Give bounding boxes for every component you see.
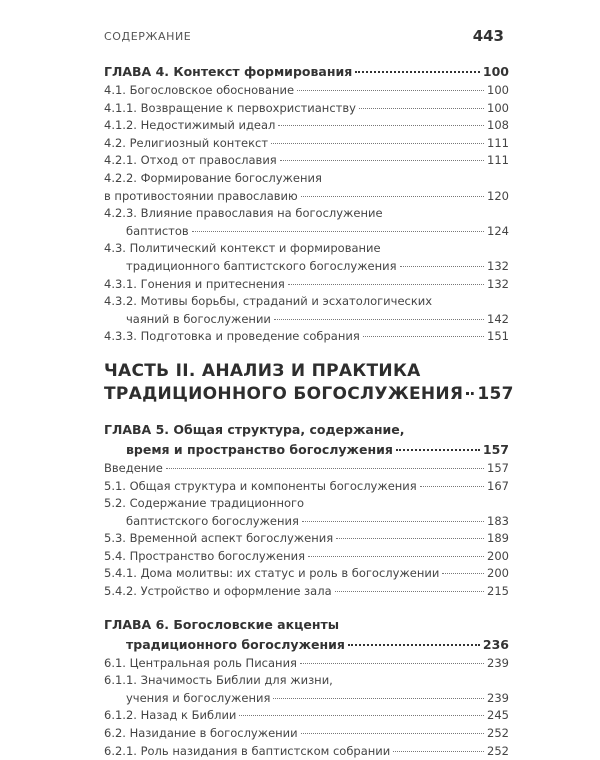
leader-dots [239,715,484,716]
toc-title: 6.1. Центральная роль Писания [104,655,297,670]
toc-entry-introduction[interactable] [104,460,509,478]
leader-dots [274,319,484,320]
toc-entry-5-2-line1[interactable]: 5.2. Содержание традиционного [104,496,305,511]
leader-dots [363,336,484,337]
toc-page: 120 [487,188,509,203]
toc-entry-4-2-2-line1[interactable]: 4.2.2. Формирование богослужения [104,170,322,185]
toc-page: 239 [487,655,509,670]
table-of-contents [104,62,514,760]
leader-dots [288,284,484,285]
leader-dots [396,449,480,451]
leader-dots [271,143,484,144]
toc-page: 151 [487,329,509,344]
leader-dots [335,591,484,592]
toc-title: традиционного богослужения [126,636,345,652]
leader-dots [336,538,484,539]
leader-dots [420,486,484,487]
toc-page: 215 [487,584,509,599]
toc-title: 5.4.2. Устройство и оформление зала [104,584,332,599]
toc-entry-6-1[interactable] [104,655,509,673]
toc-entry-4-1-2[interactable] [104,117,509,135]
toc-page: 132 [487,258,509,273]
toc-page: 100 [487,100,509,115]
toc-entry-5-3[interactable] [104,530,509,548]
toc-title: Введение [104,460,163,475]
toc-page: 132 [487,276,509,291]
toc-title: 5.4.1. Дома молитвы: их статус и роль в богослужении [104,566,440,581]
leader-dots [302,521,484,522]
toc-entry-6-2[interactable] [104,725,509,743]
toc-title: 6.2. Назидание в богослужении [104,726,298,741]
leader-dots [280,160,484,161]
toc-entry-5-4-1[interactable] [104,565,509,583]
toc-chapter-5-line1[interactable]: ГЛАВА 5. Общая структура, содержание, [104,421,405,437]
toc-entry-4-2-1[interactable] [104,152,509,170]
toc-chapter-4[interactable] [104,62,509,82]
toc-entry-4-3[interactable] [104,258,509,276]
toc-title: баптистов [126,223,189,238]
leader-dots [355,71,480,73]
leader-dots [278,125,484,126]
toc-part-2-line1[interactable]: ЧАСТЬ II. АНАЛИЗ И ПРАКТИКА [104,360,421,381]
toc-entry-4-2-3[interactable] [104,223,509,241]
toc-page: 100 [482,64,509,79]
toc-title: 4.1.2. Недостижимый идеал [104,118,276,133]
toc-entry-4-1-1[interactable] [104,100,509,118]
toc-title: баптистского богослужения [126,513,299,528]
toc-entry-4-3-line1[interactable]: 4.3. Политический контекст и формирование [104,241,381,256]
toc-entry-6-1-1-line1[interactable]: 6.1.1. Значимость Библии для жизни, [104,673,333,688]
page-number: 443 [472,27,504,45]
toc-entry-6-1-1[interactable] [104,690,509,708]
toc-title: 6.2.1. Роль назидания в баптистском собрании [104,743,391,758]
toc-title: ГЛАВА 4. Контекст формирования [104,64,353,79]
toc-title: 4.1.1. Возвращение к первохристианству [104,100,356,115]
toc-page: 100 [487,83,509,97]
toc-title: 4.3.3. Подготовка и проведение собрания [104,329,360,344]
leader-dots [400,266,485,267]
toc-entry-4-3-1[interactable] [104,276,509,294]
toc-page: 111 [487,135,509,150]
toc-title: 4.2.1. Отход от православия [104,153,277,168]
toc-title: 5.3. Временной аспект богослужения [104,531,334,546]
toc-entry-4-2-3-line1[interactable]: 4.2.3. Влияние православия на богослужение [104,206,383,221]
toc-title: 4.3.1. Гонения и притеснения [104,276,285,291]
running-head: СОДЕРЖАНИЕ [104,30,192,43]
toc-entry-5-1[interactable] [104,478,509,496]
toc-entry-4-3-2[interactable] [104,311,509,329]
leader-dots [166,468,484,469]
toc-page: 108 [487,118,509,133]
leader-dots [301,733,484,734]
toc-entry-5-2[interactable] [104,513,509,531]
leader-dots [348,644,480,646]
toc-entry-6-2-1[interactable] [104,743,509,760]
toc-page: 252 [487,726,509,741]
toc-page: 200 [487,548,509,563]
toc-entry-4-2-2[interactable] [104,188,509,206]
toc-entry-6-1-2[interactable] [104,707,509,725]
toc-title: 4.2. Религиозный контекст [104,135,269,150]
toc-title: учения и богослужения [126,690,271,705]
leader-dots [300,663,484,664]
leader-dots [192,231,484,232]
toc-title: 6.1.2. Назад к Библии [104,708,237,723]
toc-title: 4.1. Богословское обоснование [104,83,295,97]
leader-dots [273,698,484,699]
toc-part-2[interactable] [104,383,514,406]
leader-dots [297,90,484,91]
toc-page: 245 [487,708,509,723]
toc-page: 157 [477,383,514,404]
toc-title: 5.4. Пространство богослужения [104,548,305,563]
toc-entry-5-4-2[interactable] [104,583,509,601]
leader-dots [308,556,484,557]
toc-page: 167 [487,478,509,493]
toc-title: традиционного баптистского богослужения [126,258,397,273]
toc-page: 142 [487,311,509,326]
leader-dots [442,573,484,574]
toc-title: ТРАДИЦИОННОГО БОГОСЛУЖЕНИЯ [104,383,464,404]
toc-entry-4-2[interactable] [104,135,509,153]
toc-chapter-6[interactable] [104,635,509,655]
toc-page: 183 [487,513,509,528]
leader-dots [301,196,484,197]
toc-page: 157 [482,441,509,457]
leader-dots [393,751,484,752]
toc-chapter-6-line1[interactable]: ГЛАВА 6. Богословские акценты [104,616,339,632]
toc-title: время и пространство богослужения [126,441,393,457]
toc-entry-5-4[interactable] [104,548,509,566]
toc-page: 157 [487,460,509,475]
toc-page: 252 [487,743,509,758]
leader-dots [359,108,484,109]
toc-page: 236 [482,636,509,652]
toc-page: 124 [487,223,509,238]
toc-entry-4-3-3[interactable] [104,328,509,346]
toc-page: 200 [487,566,509,581]
leader-dots [466,392,474,395]
toc-page: 111 [487,153,509,168]
toc-page: 189 [487,531,509,546]
toc-page: 239 [487,690,509,705]
toc-chapter-5[interactable] [104,440,509,460]
toc-entry-4-1[interactable] [104,82,509,100]
toc-entry-4-3-2-line1[interactable]: 4.3.2. Мотивы борьбы, страданий и эсхатологических [104,294,433,309]
toc-title: чаяний в богослужении [126,311,271,326]
toc-title: в противостоянии православию [104,188,298,203]
toc-title: 5.1. Общая структура и компоненты богослужения [104,478,417,493]
